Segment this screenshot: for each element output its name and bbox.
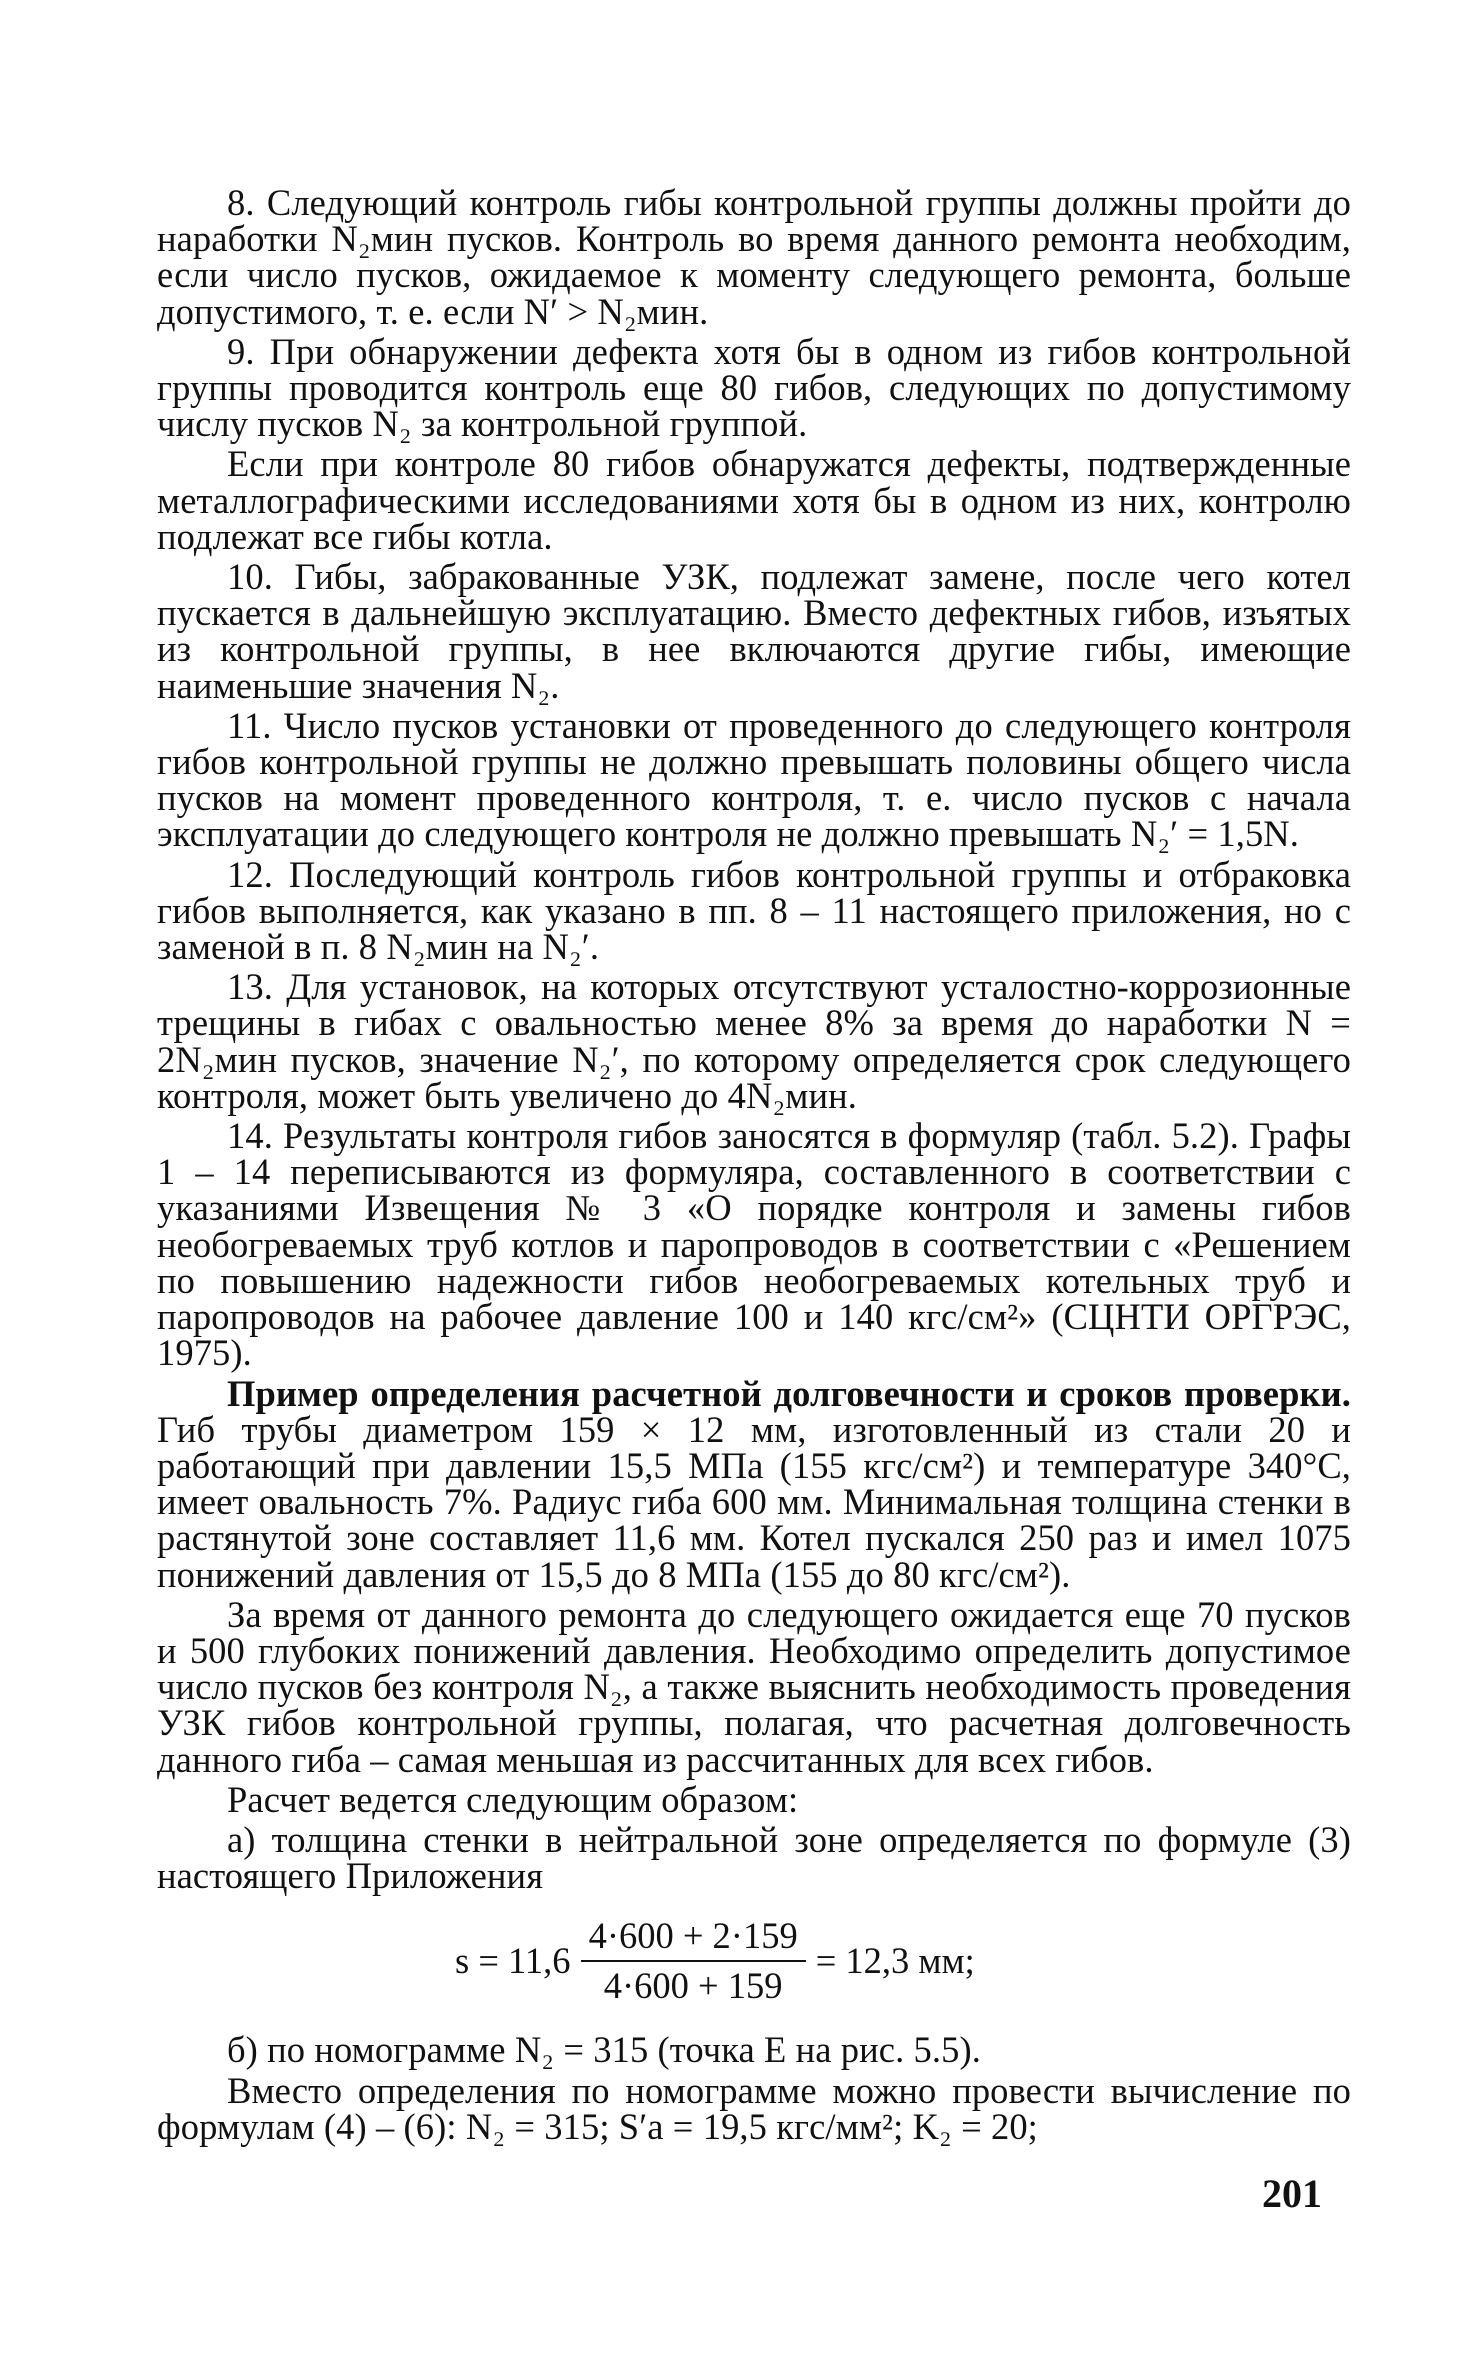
wall-thickness-formula xyxy=(157,1916,1351,2006)
formula-numerator: 4·600 + 2·159 xyxy=(581,1916,806,1962)
formula-lhs: s = 11,6 xyxy=(455,1940,571,1982)
paragraph-expected-starts: За время от данного ремонта до следующего ожидается еще 70 пусков и 500 глубоких понижений давления. Необходимо определить допустимое число пусков без контроля N₂, а также выяснить необходимость проведения УЗК гибов контрольной группы, полагая, что расчетная долговечность данного гиба – самая меньшая из рассчитанных для всех гибов. xyxy=(157,1593,1351,1780)
paragraph-item-11: 11. Число пусков установки от проведенного до следующего контроля гибов контрольной группы не должно превышать половины общего числа пусков на момент проведенного контроля, т. е. число пусков с начала эксплуатации до следующего контроля не должно превышать N₂′ = 1,5N. xyxy=(157,704,1351,855)
paragraph-step-b: б) по номограмме N₂ = 315 (точка E на рис. 5.5). xyxy=(227,2029,981,2071)
paragraph-item-10: 10. Гибы, забракованные УЗК, подлежат замене, после чего котел пускается в дальнейшую эксплуатацию. Вместо дефектных гибов, изъятых из контрольной группы, в нее включаются другие гибы, имеющие наименьшие значения N₂. xyxy=(157,556,1351,706)
paragraph-item-13: 13. Для установок, на которых отсутствуют усталостно-коррозионные трещины в гибах с овальностью менее 8% за время до наработки N = 2N₂мин пусков, значение N₂′, по которому определяется срок следующего контроля, может быть увеличено до 4N₂мин. xyxy=(157,966,1351,1116)
paragraph-item-8: 8. Следующий контроль гибы контрольной группы должны пройти до наработки N₂мин пусков. Контроль во время данного ремонта необходим, если число пусков, ожидаемое к моменту следующего ремонта, больше допустимого, т. е. если N′ > N₂мин. xyxy=(157,182,1351,332)
paragraph-step-a: а) толщина стенки в нейтральной зоне определяется по формуле (3) настоящего Приложения xyxy=(157,1818,1351,1897)
paragraph-item-9-continued: Если при контроле 80 гибов обнаружатся дефекты, подтвержденные металлографическими исследованиями хотя бы в одном из них, контролю подлежат все гибы котла. xyxy=(157,443,1351,557)
paragraph-calculation-intro: Расчет ведется следующим образом: xyxy=(227,1778,799,1820)
paragraph-alternative-calc: Вместо определения по номограмме можно провести вычисление по формулам (4) – (6): N₂ = 315; S′а = 19,5 кгс/мм²; K₂ = 20; xyxy=(157,2069,1351,2147)
example-text: Гиб трубы диаметром 159 × 12 мм, изготовленный из стали 20 и работающий при давлении 15,5 МПа (155 кгс/см²) и температуре 340°С, имеет овальность 7%. Радиус гиба 600 мм. Минимальная толщина стенки в растянутой зоне составляет 11,6 мм. Котел пускался 250 раз и имел 1075 понижений давления от 15,5 до 8 МПа (155 до 80 кгс/см²). xyxy=(157,1408,1351,1595)
paragraph-item-14: 14. Результаты контроля гибов заносятся в формуляр (табл. 5.2). Графы 1 – 14 переписываются из формуляра, составленного в соответствии с указаниями Извещения № 3 «О порядке контроля и замены гибов необогреваемых труб котлов и паропроводов в соответствии с «Решением по повышению надежности гибов необогреваемых котельных труб и паропроводов на рабочее давление 100 и 140 кгс/см²» (СЦНТИ ОРГРЭС, 1975). xyxy=(157,1115,1351,1374)
formula-denominator: 4·600 + 159 xyxy=(603,1965,783,2007)
formula-rhs: = 12,3 мм; xyxy=(815,1940,975,1982)
paragraph-item-9: 9. При обнаружении дефекта хотя бы в одном из гибов контрольной группы проводится контроль еще 80 гибов, следующих по допустимому числу пусков N₂ за контрольной группой. xyxy=(157,330,1351,445)
page-body xyxy=(157,182,1351,2147)
example-heading: Пример определения расчетной долговечности и сроков проверки. xyxy=(227,1372,1351,1414)
formula-fraction xyxy=(581,1916,806,2006)
paragraph-example xyxy=(157,1372,1351,1595)
page-number: 201 xyxy=(1262,2171,1322,2216)
paragraph-item-12: 12. Последующий контроль гибов контрольной группы и отбраковка гибов выполняется, как указано в пп. 8 – 11 настоящего приложения, но с заменой в п. 8 N₂мин на N₂′. xyxy=(157,853,1351,968)
